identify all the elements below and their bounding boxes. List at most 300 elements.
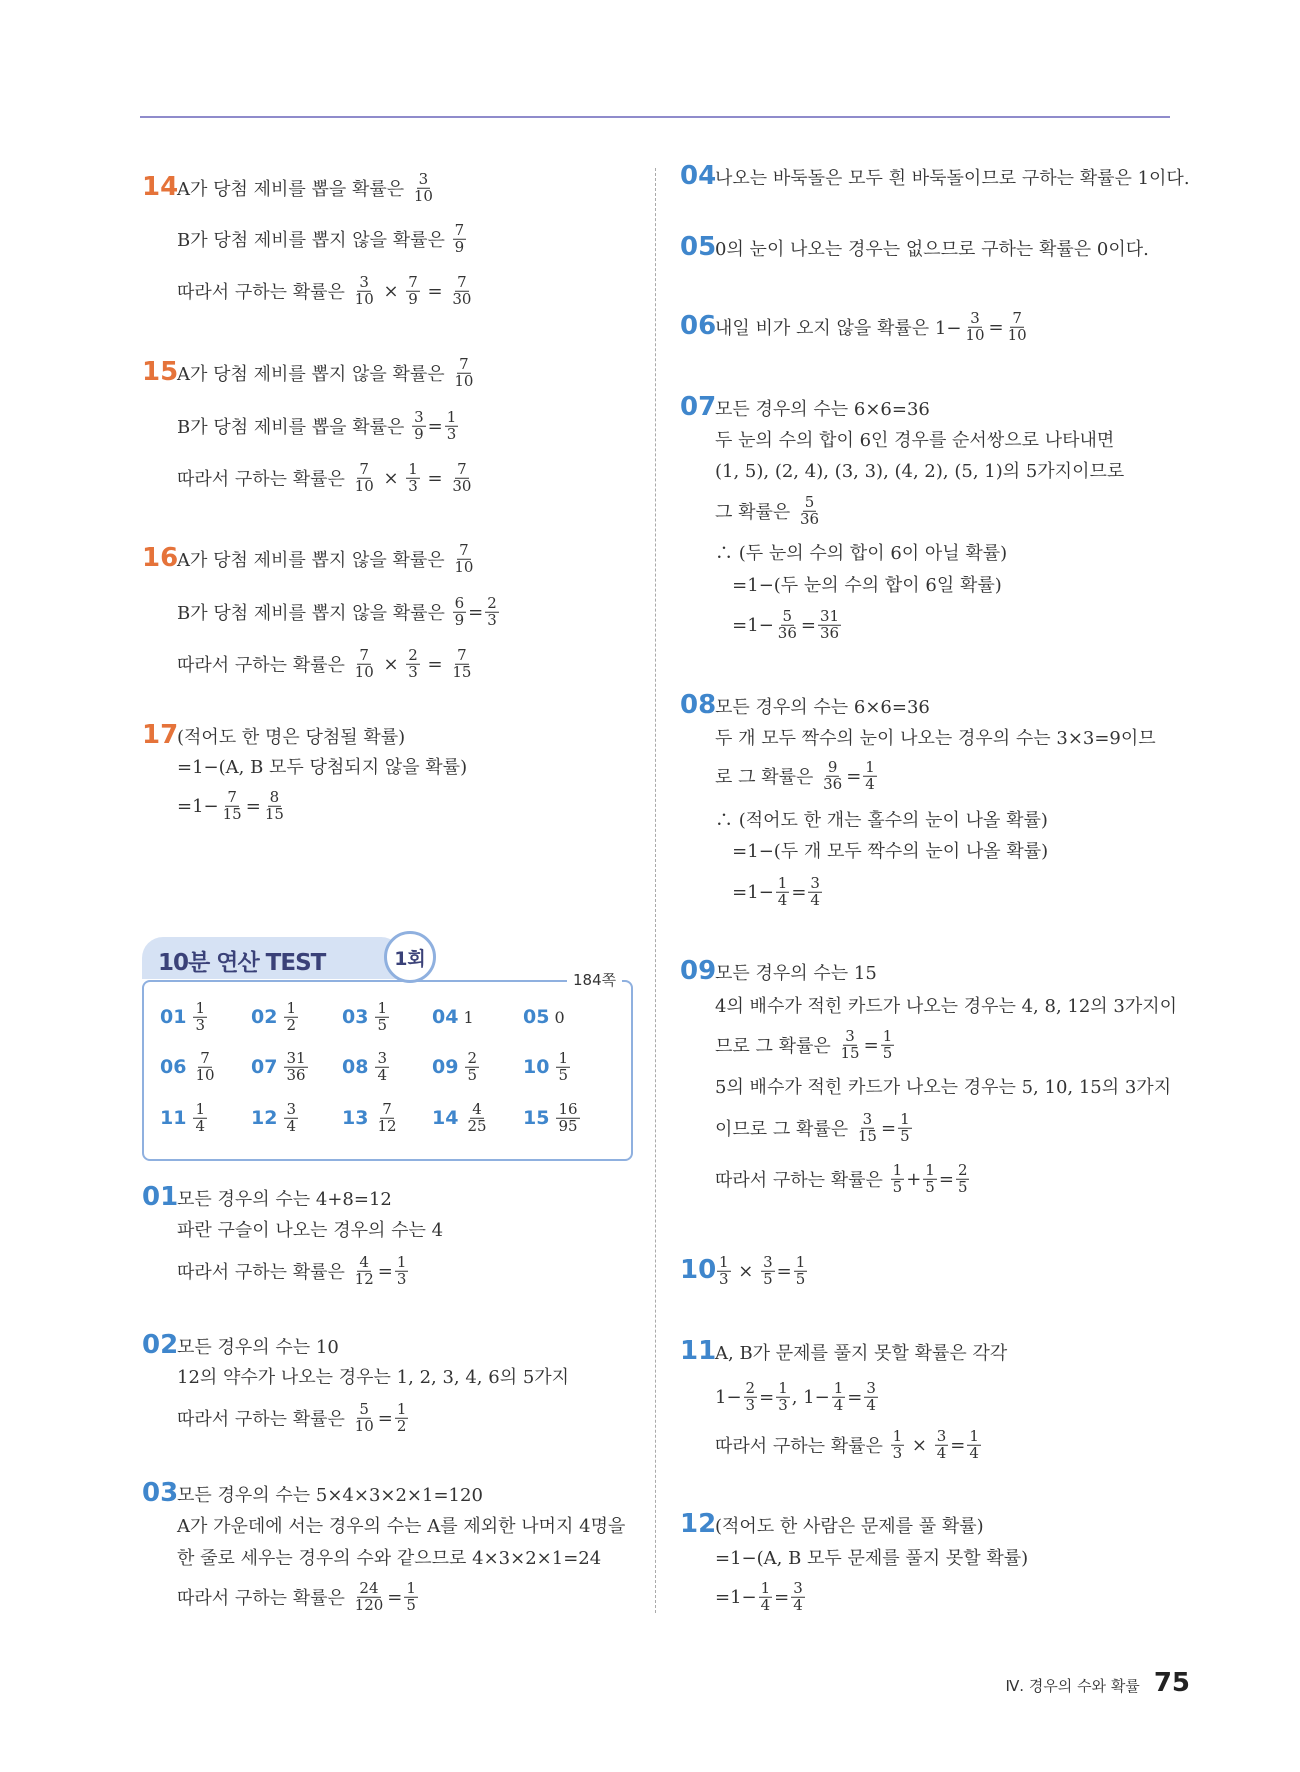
text: =1− — [715, 614, 774, 636]
answer-item — [342, 998, 391, 1034]
fraction — [776, 606, 799, 642]
numerator: 3 — [286, 1099, 296, 1118]
text: B가 당첨 제비를 뽑지 않을 확률은 — [177, 603, 451, 624]
denominator: 30 — [452, 289, 472, 308]
chapter-label: Ⅳ. 경우의 수와 확률 — [1005, 1677, 1140, 1695]
denominator: 36 — [286, 1065, 306, 1084]
numerator: 1 — [760, 1578, 771, 1597]
solution-line — [177, 1216, 443, 1242]
numerator: 1 — [446, 407, 457, 426]
text: ∴ (적어도 한 개는 홀수의 눈이 나올 확률) — [715, 810, 1048, 831]
fraction — [808, 873, 822, 909]
text: 12의 약수가 나오는 경우는 1, 2, 3, 4, 6의 5가지 — [177, 1367, 570, 1388]
solution-line — [715, 1026, 896, 1062]
denominator: 95 — [558, 1116, 578, 1135]
numerator: 1 — [892, 1160, 903, 1179]
answer-item — [251, 998, 300, 1034]
solution-line — [715, 1109, 914, 1145]
numerator: 3 — [793, 1578, 803, 1597]
fraction — [221, 787, 244, 823]
denominator: 10 — [354, 1416, 374, 1435]
text: = — [776, 1260, 792, 1282]
numerator: 3 — [359, 272, 369, 291]
fraction — [891, 1426, 905, 1462]
answer-item — [160, 1048, 219, 1084]
text: (적어도 한 명은 당첨될 확률) — [177, 727, 406, 748]
text: (적어도 한 사람은 문제를 풀 확률) — [715, 1516, 984, 1537]
fraction — [450, 459, 473, 495]
numerator: 31 — [819, 606, 840, 625]
text: 나오는 바둑돌은 모두 흰 바둑돌이므로 구하는 확률은 1이다. — [715, 168, 1190, 189]
problem-number: 12 — [680, 1509, 717, 1539]
answer-number: 12 — [251, 1107, 278, 1129]
test-box-title: 10분 연산 TEST — [158, 950, 326, 976]
numerator: 3 — [414, 407, 424, 426]
denominator: 10 — [454, 371, 474, 390]
problem-number: 04 — [680, 161, 717, 191]
numerator: 1 — [865, 757, 875, 776]
text: 모든 경우의 수는 6×6=36 — [715, 697, 930, 718]
fraction — [761, 1252, 775, 1288]
numerator: 2 — [467, 1048, 477, 1067]
denominator: 5 — [900, 1126, 910, 1145]
fraction — [963, 308, 986, 344]
text: = — [421, 653, 449, 675]
text: , 1− — [791, 1386, 830, 1408]
numerator: 5 — [804, 492, 815, 511]
solution-line — [177, 1252, 410, 1288]
denominator: 9 — [454, 237, 465, 256]
solution-line — [715, 724, 1156, 750]
denominator: 5 — [957, 1177, 968, 1196]
numerator: 1 — [195, 998, 205, 1017]
numerator: 7 — [359, 459, 369, 478]
denominator: 5 — [377, 1015, 387, 1034]
problem-number: 17 — [142, 720, 179, 750]
text: × — [732, 1260, 760, 1282]
text: 따라서 구하는 확률은 — [715, 1436, 889, 1457]
denominator: 5 — [892, 1177, 903, 1196]
denominator: 25 — [467, 1116, 487, 1135]
solution-line — [715, 571, 1002, 597]
denominator: 15 — [857, 1126, 877, 1145]
fraction — [353, 1252, 376, 1288]
answer-number: 15 — [523, 1107, 550, 1129]
solution-line — [715, 1378, 880, 1414]
fraction — [863, 757, 877, 793]
text: 따라서 구하는 확률은 — [715, 1170, 889, 1191]
solution-line — [177, 354, 477, 390]
denominator: 3 — [745, 1395, 756, 1414]
solution-line — [177, 787, 288, 823]
solution-line — [715, 1426, 983, 1462]
problem-number: 11 — [680, 1336, 717, 1366]
text: + — [906, 1168, 922, 1190]
answer-number: 06 — [160, 1056, 187, 1078]
numerator: 1 — [396, 1252, 407, 1271]
text: 모든 경우의 수는 10 — [177, 1337, 339, 1358]
text: × — [377, 653, 405, 675]
problem-number: 06 — [680, 311, 717, 341]
text: 0의 눈이 나오는 경우는 없으므로 구하는 확률은 0이다. — [715, 239, 1149, 260]
denominator: 4 — [760, 1595, 771, 1614]
page-number: 75 — [1153, 1668, 1190, 1698]
problem-number: 02 — [142, 1330, 179, 1360]
text: =1−(두 개 모두 짝수의 눈이 나올 확률) — [715, 841, 1049, 862]
problem-number: 15 — [142, 357, 179, 387]
denominator: 30 — [452, 476, 472, 495]
answer-item — [160, 1099, 209, 1135]
denominator: 4 — [195, 1116, 205, 1135]
denominator: 15 — [840, 1043, 860, 1062]
solution-line — [715, 1544, 1028, 1570]
numerator: 2 — [957, 1160, 968, 1179]
text: 1− — [715, 1386, 742, 1408]
denominator: 4 — [833, 1395, 844, 1414]
problem-number: 03 — [142, 1478, 179, 1508]
numerator: 16 — [558, 1099, 578, 1118]
denominator: 4 — [936, 1443, 947, 1462]
problem-number: 08 — [680, 690, 717, 720]
solution-line — [177, 753, 467, 779]
fraction — [485, 593, 499, 629]
solution-line — [715, 959, 877, 985]
fraction — [450, 272, 473, 308]
denominator: 10 — [1007, 325, 1027, 344]
fraction — [453, 220, 467, 256]
text: = — [427, 415, 443, 437]
solution-line — [715, 1578, 807, 1614]
denominator: 3 — [396, 1269, 407, 1288]
text: =1− — [715, 881, 774, 903]
denominator: 12 — [354, 1269, 374, 1288]
solution-line — [715, 873, 824, 909]
denominator: 3 — [408, 662, 418, 681]
denominator: 4 — [377, 1065, 387, 1084]
solution-line — [715, 806, 1048, 832]
text: A가 가운데에 서는 경우의 수는 A를 제외한 나머지 4명을 — [177, 1516, 626, 1537]
solution-line — [715, 235, 1149, 261]
text: 모든 경우의 수는 5×4×3×2×1=120 — [177, 1485, 483, 1506]
solution-line — [177, 1578, 420, 1614]
denominator: 4 — [286, 1116, 296, 1135]
text: 모든 경우의 수는 6×6=36 — [715, 399, 930, 420]
numerator: 1 — [833, 1378, 844, 1397]
text: 따라서 구하는 확률은 — [177, 469, 351, 490]
numerator: 3 — [418, 169, 429, 188]
fraction — [353, 645, 376, 681]
fraction — [967, 1426, 981, 1462]
fraction — [445, 407, 459, 443]
denominator: 2 — [396, 1416, 407, 1435]
problem-number: 16 — [142, 543, 179, 573]
text: = — [847, 1386, 863, 1408]
solution-line — [715, 992, 1177, 1018]
fraction — [744, 1378, 758, 1414]
numerator: 1 — [408, 459, 418, 478]
text: × — [377, 467, 405, 489]
answer-number: 09 — [432, 1056, 459, 1078]
numerator: 1 — [195, 1099, 205, 1118]
page-footer — [1005, 1668, 1190, 1698]
numerator: 3 — [845, 1026, 855, 1045]
fraction — [412, 407, 426, 443]
numerator: 1 — [892, 1426, 903, 1445]
answer-number: 01 — [160, 1006, 187, 1028]
answer-item — [523, 1006, 565, 1028]
fraction — [353, 459, 376, 495]
text: 따라서 구하는 확률은 — [177, 1262, 351, 1283]
solution-line — [715, 1252, 809, 1288]
solution-line — [177, 723, 405, 749]
fraction — [832, 1378, 846, 1414]
fraction — [284, 1099, 298, 1135]
text: =1−(두 눈의 수의 합이 6일 확률) — [715, 575, 1002, 596]
text: =1− — [177, 795, 219, 817]
solution-line — [715, 1160, 971, 1196]
text: = — [774, 1586, 790, 1608]
problem-number: 10 — [680, 1255, 717, 1285]
numerator: 2 — [487, 593, 497, 612]
text: = — [880, 1117, 897, 1139]
denominator: 4 — [969, 1443, 979, 1462]
fraction — [353, 1399, 376, 1435]
fraction — [864, 1378, 878, 1414]
text: =1− — [715, 1586, 757, 1608]
text: 따라서 구하는 확률은 — [177, 1588, 351, 1609]
denominator: 5 — [925, 1177, 935, 1196]
text: 두 개 모두 짝수의 눈이 나오는 경우의 수는 3×3=9이므 — [715, 728, 1156, 749]
problem-number: 07 — [680, 392, 717, 422]
answer-value: 0 — [554, 1007, 565, 1027]
fraction — [193, 1048, 216, 1084]
fraction — [375, 1048, 389, 1084]
numerator: 4 — [359, 1252, 369, 1271]
numerator: 1 — [406, 1578, 416, 1597]
solution-line — [177, 220, 468, 256]
fraction — [791, 1578, 805, 1614]
column-divider — [655, 168, 656, 1613]
numerator: 7 — [408, 272, 418, 291]
page-reference: 184쪽 — [567, 969, 622, 990]
denominator: 10 — [354, 662, 374, 681]
fraction — [284, 1048, 307, 1084]
fraction — [818, 606, 841, 642]
solution-line — [715, 606, 843, 642]
text: 이므로 그 확률은 — [715, 1119, 854, 1140]
text: A, B가 문제를 풀지 못할 확률은 각각 — [715, 1343, 1008, 1364]
numerator: 31 — [286, 1048, 306, 1067]
numerator: 3 — [810, 873, 820, 892]
text: = — [800, 614, 816, 636]
problem-number: 14 — [142, 172, 179, 202]
text: 로 그 확률은 — [715, 767, 820, 788]
fraction — [193, 1099, 207, 1135]
numerator: 1 — [286, 998, 296, 1017]
fraction — [935, 1426, 949, 1462]
fraction — [956, 1160, 970, 1196]
numerator: 5 — [359, 1399, 369, 1418]
solution-line — [715, 308, 1031, 344]
answer-item — [432, 1048, 481, 1084]
text: A가 당첨 제비를 뽑을 확률은 — [177, 179, 410, 200]
numerator: 1 — [396, 1399, 407, 1418]
solution-line — [177, 645, 475, 681]
text: 파란 구슬이 나오는 경우의 수는 4 — [177, 1220, 444, 1241]
text: × — [377, 280, 405, 302]
solution-line — [177, 459, 475, 495]
fraction — [450, 645, 473, 681]
numerator: 3 — [866, 1378, 876, 1397]
numerator: 7 — [454, 220, 465, 239]
denominator: 15 — [222, 804, 242, 823]
answer-number: 05 — [523, 1006, 550, 1028]
fraction — [465, 1048, 479, 1084]
denominator: 12 — [377, 1116, 397, 1135]
text: = — [377, 1407, 393, 1429]
denominator: 36 — [800, 509, 820, 528]
numerator: 2 — [408, 645, 418, 664]
denominator: 3 — [719, 1269, 729, 1288]
numerator: 7 — [382, 1099, 392, 1118]
solution-line — [177, 1481, 483, 1507]
solution-line — [715, 492, 823, 528]
fraction — [898, 1109, 912, 1145]
numerator: 3 — [377, 1048, 387, 1067]
fraction — [353, 272, 376, 308]
denominator: 10 — [354, 289, 374, 308]
fraction — [776, 873, 790, 909]
fraction — [375, 998, 389, 1034]
denominator: 36 — [823, 774, 843, 793]
problem-number: 09 — [680, 956, 717, 986]
solution-line — [177, 272, 475, 308]
fraction — [193, 998, 207, 1034]
numerator: 4 — [472, 1099, 482, 1118]
header-rule — [140, 116, 1170, 118]
denominator: 4 — [777, 890, 788, 909]
solution-line — [715, 457, 1124, 483]
denominator: 4 — [793, 1595, 803, 1614]
fraction — [406, 272, 420, 308]
fraction — [556, 1099, 579, 1135]
solution-line — [177, 1512, 625, 1538]
numerator: 1 — [719, 1252, 729, 1271]
answer-item — [523, 1099, 582, 1135]
text: = — [988, 316, 1004, 338]
denominator: 9 — [454, 610, 465, 629]
numerator: 7 — [359, 645, 369, 664]
text: 내일 비가 오지 않을 확률은 1− — [715, 318, 962, 339]
denominator: 4 — [865, 774, 875, 793]
solution-line — [177, 1363, 569, 1389]
solution-line — [177, 540, 477, 576]
answer-item — [251, 1099, 300, 1135]
text: 모든 경우의 수는 4+8=12 — [177, 1189, 392, 1210]
answer-number: 04 — [432, 1006, 459, 1028]
denominator: 3 — [408, 476, 418, 495]
fraction — [717, 1252, 731, 1288]
solution-line — [177, 1399, 410, 1435]
text: B가 당첨 제비를 뽑을 확률은 — [177, 417, 411, 438]
numerator: 3 — [763, 1252, 773, 1271]
numerator: 1 — [558, 1048, 568, 1067]
answer-number: 13 — [342, 1107, 369, 1129]
text: = — [791, 881, 807, 903]
solution-line — [715, 757, 879, 793]
answer-item — [160, 998, 209, 1034]
fraction — [353, 1578, 386, 1614]
denominator: 10 — [454, 557, 474, 576]
solution-line — [715, 395, 930, 421]
text: =1−(A, B 모두 문제를 풀지 못할 확률) — [715, 1548, 1029, 1569]
numerator: 3 — [970, 308, 980, 327]
solution-line — [715, 1339, 1007, 1365]
numerator: 7 — [457, 645, 467, 664]
numerator: 1 — [795, 1252, 806, 1271]
answer-number: 03 — [342, 1006, 369, 1028]
fraction — [375, 1099, 398, 1135]
numerator: 5 — [782, 606, 793, 625]
numerator: 7 — [1012, 308, 1022, 327]
answer-number: 14 — [432, 1107, 459, 1129]
numerator: 7 — [227, 787, 237, 806]
solution-line — [715, 693, 930, 719]
answer-item — [251, 1048, 310, 1084]
denominator: 4 — [866, 1395, 876, 1414]
denominator: 36 — [777, 623, 797, 642]
answer-item — [432, 1006, 474, 1028]
denominator: 36 — [819, 623, 840, 642]
fraction — [798, 492, 821, 528]
fraction — [395, 1252, 409, 1288]
numerator: 1 — [778, 1378, 788, 1397]
numerator: 24 — [359, 1578, 379, 1597]
fraction — [821, 757, 844, 793]
numerator: 1 — [777, 873, 788, 892]
numerator: 7 — [457, 272, 467, 291]
text: = — [863, 1034, 879, 1056]
numerator: 1 — [925, 1160, 935, 1179]
answer-number: 10 — [523, 1056, 550, 1078]
text: = — [421, 280, 449, 302]
numerator: 1 — [377, 998, 387, 1017]
numerator: 7 — [457, 459, 467, 478]
denominator: 5 — [795, 1269, 806, 1288]
text: 4의 배수가 적힌 카드가 나오는 경우는 4, 8, 12의 3가지이 — [715, 996, 1178, 1017]
denominator: 2 — [286, 1015, 296, 1034]
fraction — [839, 1026, 862, 1062]
solution-line — [715, 1073, 1171, 1099]
fraction — [284, 998, 298, 1034]
denominator: 15 — [264, 804, 284, 823]
denominator: 10 — [965, 325, 985, 344]
denominator: 4 — [810, 890, 820, 909]
denominator: 3 — [195, 1015, 205, 1034]
text: = — [377, 1260, 393, 1282]
denominator: 5 — [467, 1065, 477, 1084]
numerator: 3 — [862, 1109, 873, 1128]
denominator: 15 — [452, 662, 472, 681]
answer-number: 07 — [251, 1056, 278, 1078]
problem-number: 01 — [142, 1182, 179, 1212]
fraction — [1006, 308, 1029, 344]
denominator: 3 — [778, 1395, 788, 1414]
solution-line — [177, 1544, 601, 1570]
text: 므로 그 확률은 — [715, 1036, 837, 1057]
text: =1−(A, B 모두 당첨되지 않을 확률) — [177, 757, 468, 778]
text: 따라서 구하는 확률은 — [177, 1409, 351, 1430]
